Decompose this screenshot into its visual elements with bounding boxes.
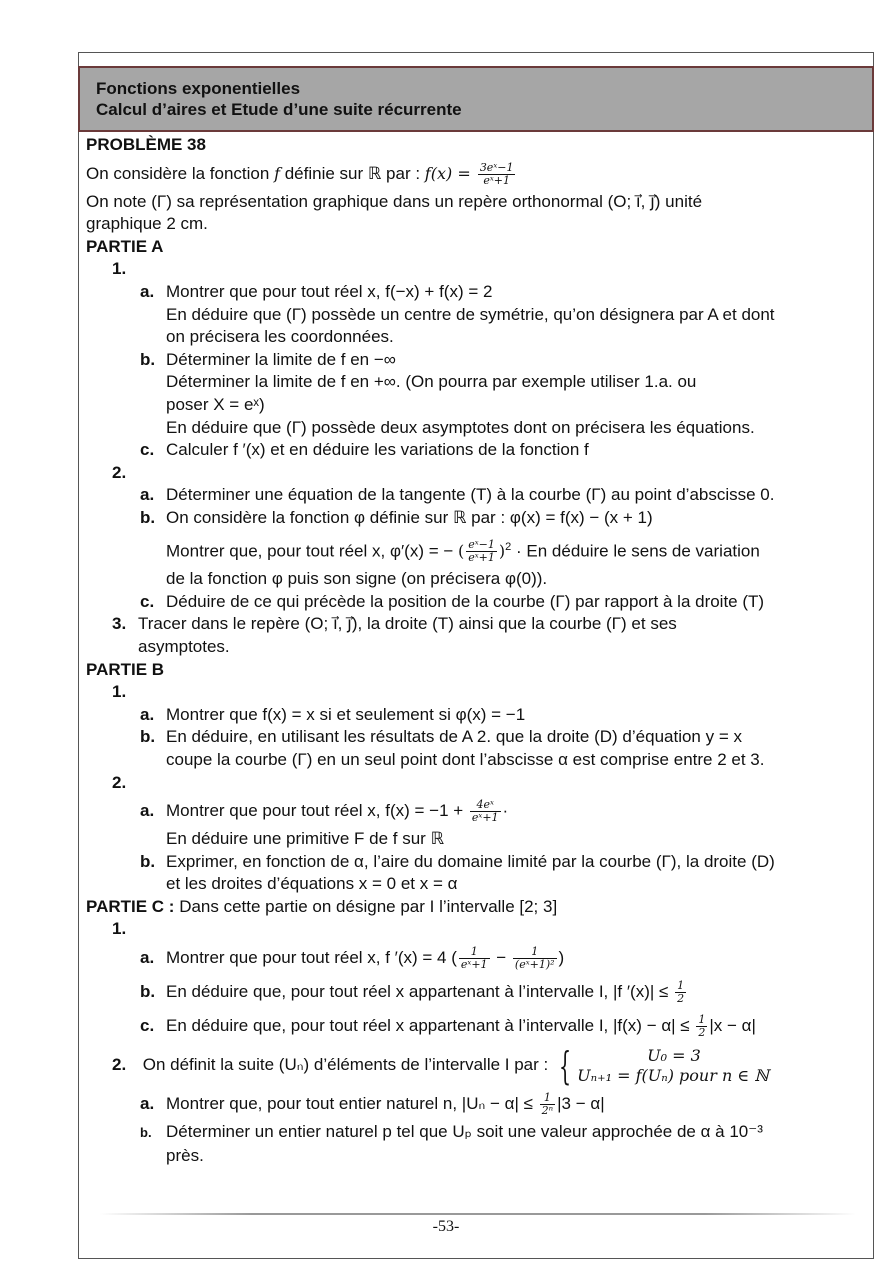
question-item: 2. On définit la suite (Uₙ) d’éléments de l’intervalle I par : { U₀ = 3 Uₙ₊₁ = f(Uₙ) pour n ∈ ℕ <box>112 1043 769 1088</box>
question-text: poser X = eˣ) <box>166 394 265 414</box>
question-item: a. Montrer que f(x) = x si et seulement si φ(x) = −1 <box>140 704 526 724</box>
question-item: c. Calculer f ′(x) et en déduire les variations de la fonction f <box>140 440 589 460</box>
question-item: b. En déduire que, pour tout réel x appartenant à l’intervalle I, |f ′(x)| ≤ $\frac{1}{2}$ <box>140 979 685 1006</box>
question-item: a. Montrer que, pour tout entier naturel n, |Uₙ − α| ≤ $\frac{1}{\text{2ⁿ}}$ |3 − α| <box>140 1091 605 1118</box>
problem-intro-line: On note (Γ) sa représentation graphique dans un repère orthonormal (O; i⃗, j⃗) unité <box>86 191 703 211</box>
question-item: b. Déterminer un entier naturel p tel que Uₚ soit une valeur approchée de α à 10⁻³ <box>140 1122 763 1142</box>
question-text: En déduire que (Γ) possède un centre de symétrie, qu’on désignera par A et dont <box>166 304 775 324</box>
problem-title: PROBLÈME 38 <box>86 135 206 154</box>
problem-content <box>86 134 870 1167</box>
fraction: $\frac{\text{4eˣ}}{\text{eˣ+1}}$ <box>471 798 499 825</box>
question-item: b. Déterminer la limite de f en −∞ <box>140 349 396 369</box>
fraction: $\frac{1}{\text{(eˣ+1)²}}$ <box>514 945 555 972</box>
fraction: $\frac{1}{2}$ <box>677 979 685 1006</box>
question-item: a. Montrer que pour tout réel x, f(x) = −1 + $\frac{\text{4eˣ}}{\text{eˣ+1}}$ · <box>140 798 509 825</box>
fraction: $\frac{1}{\text{2ⁿ}}$ <box>541 1091 554 1118</box>
part-c-title: PARTIE C : Dans cette partie on désigne par I l’intervalle [2; 3] <box>86 896 558 916</box>
fraction: $\frac{\text{eˣ−1}}{\text{eˣ+1}}$ <box>468 538 495 565</box>
question-number: 1. <box>112 919 127 939</box>
question-text: près. <box>166 1145 204 1165</box>
fraction: $\frac{1}{2}$ <box>698 1013 706 1040</box>
recurrence-system: U₀ = 3 Uₙ₊₁ = f(Uₙ) pour n ∈ ℕ <box>577 1045 769 1085</box>
question-item: a. Montrer que pour tout réel x, f(−x) + f(x) = 2 <box>140 281 493 301</box>
chapter-header <box>78 66 874 132</box>
question-text: asymptotes. <box>138 636 230 656</box>
question-text: En déduire une primitive F de f sur ℝ <box>166 829 445 849</box>
question-text: Montrer que, pour tout réel x, φ′(x) = − ( $\frac{\text{eˣ−1}}{\text{eˣ+1}}$ )$^2$ · En déduire le sens de variation <box>166 538 760 565</box>
question-item: a. Déterminer une équation de la tangente (T) à la courbe (Γ) au point d’abscisse 0. <box>140 485 775 505</box>
fraction: $\frac{1}{\text{eˣ+1}}$ <box>460 945 488 972</box>
footer-divider <box>100 1213 856 1215</box>
question-number: 1. <box>112 682 127 702</box>
question-item: 3. Tracer dans le repère (O; i⃗, j⃗), la droite (T) ainsi que la courbe (Γ) et ses <box>112 614 677 634</box>
problem-intro-line: graphique 2 cm. <box>86 214 208 234</box>
fraction: $\frac{\text{3eˣ−1}}{\text{eˣ+1}}$ <box>479 160 514 187</box>
question-number: 2. <box>112 462 127 482</box>
question-item: a. Montrer que pour tout réel x, f ′(x) = 4 ( $\frac{1}{\text{eˣ+1}}$ − $\frac{1}{\text{(eˣ+1)²}}$ ) <box>140 945 565 972</box>
question-number: 2. <box>112 772 127 792</box>
question-item: b. En déduire, en utilisant les résultats de A 2. que la droite (D) d’équation y = x <box>140 727 742 747</box>
question-text: coupe la courbe (Γ) en un seul point dont l’abscisse α est comprise entre 2 et 3. <box>166 749 765 769</box>
question-item: c. En déduire que, pour tout réel x appartenant à l’intervalle I, |f(x) − α| ≤ $\frac{1}{2}$ |x − α| <box>140 1013 756 1040</box>
part-a-title: PARTIE A <box>86 236 164 256</box>
brace: { <box>559 1043 572 1088</box>
part-b-title: PARTIE B <box>86 659 165 679</box>
question-item: b. Exprimer, en fonction de α, l’aire du domaine limité par la courbe (Γ), la droite (D) <box>140 851 775 871</box>
chapter-title: Fonctions exponentielles <box>96 79 301 98</box>
question-text: En déduire que (Γ) possède deux asymptotes dont on précisera les équations. <box>166 417 755 437</box>
chapter-subtitle: Calcul d’aires et Etude d’une suite récurrente <box>96 100 462 119</box>
question-text: on précisera les coordonnées. <box>166 327 394 347</box>
question-item: b. On considère la fonction φ définie sur ℝ par : φ(x) = f(x) − (x + 1) <box>140 507 653 527</box>
question-text: et les droites d’équations x = 0 et x = α <box>166 874 458 894</box>
question-text: de la fonction φ puis son signe (on précisera φ(0)). <box>166 569 548 589</box>
problem-intro-line: On considère la fonction f définie sur ℝ par : f(x) = $\frac{\text{3eˣ−1}}{\text{eˣ+1}}$ <box>86 160 514 187</box>
question-text: Déterminer la limite de f en +∞. (On pourra par exemple utiliser 1.a. ou <box>166 372 697 392</box>
question-item: c. Déduire de ce qui précède la position de la courbe (Γ) par rapport à la droite (T) <box>140 591 765 611</box>
question-number: 1. <box>112 259 127 279</box>
page-number: -53- <box>432 1218 460 1235</box>
